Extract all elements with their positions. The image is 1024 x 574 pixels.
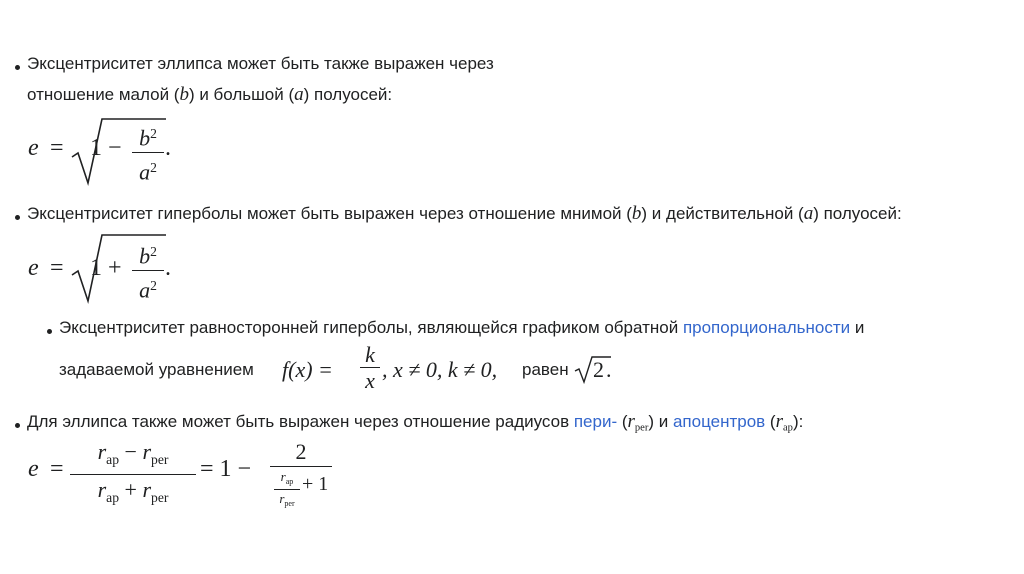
period: . [165,255,171,281]
fraction-two-over-ratio [270,438,332,509]
num-var: b [139,125,151,151]
bullet2-line [27,203,902,225]
text: Для эллипса также может быть выражен через отношение радиусов [27,412,574,431]
fraction [132,239,164,305]
period: . [606,357,612,382]
fraction-denominator [270,466,332,509]
exponent: 2 [150,159,157,175]
text: Эксцентриситет равносторонней гиперболы, являющейся графиком обратной [59,318,683,337]
sqrt-value: 2 [593,357,604,382]
sub-per: per [151,489,169,505]
r: r [97,476,107,502]
text: Эксцентриситет эллипса может быть также выражен через [27,54,494,73]
equals-sign: = [50,456,64,482]
formula-eccentricity-radii [28,438,348,518]
r: r [97,439,107,464]
text: отношение малой ( [27,85,180,104]
text: ) полуосей: [303,85,393,104]
equals-word: равен [522,360,569,379]
text: ) и большой ( [188,85,295,104]
sub-ap: ap [106,451,120,467]
bullet1-line2 [27,84,392,106]
bullet3-line2-text [59,359,254,381]
bullet1-line1 [27,53,494,75]
nested-fraction [274,469,300,512]
bullet4-line [27,411,803,440]
r: r [142,439,151,464]
bullet3-line1 [59,317,864,339]
fraction-numerator [132,239,164,270]
equals-sign: = [50,135,64,161]
function-expr: f(x) = [282,357,333,382]
plus-sign: + [108,255,122,281]
nested-denominator [274,489,300,512]
subscript-ap: ap [783,422,793,434]
var-r: r [775,411,783,432]
fraction-numerator [70,438,196,474]
var-a: a [803,203,814,224]
link-proportionality[interactable]: пропорциональности [682,318,851,337]
formula-lhs: e [28,456,39,482]
period: . [165,135,171,161]
r: r [279,490,285,506]
sub-per: per [284,498,295,508]
one: 1 [90,135,102,161]
plus-one: + 1 [302,473,329,495]
fraction-denominator [132,270,164,306]
var-b: b [179,84,189,105]
formula-ellipse-eccentricity [28,117,188,189]
text: ) и [648,412,673,431]
fraction-numerator: 2 [295,439,307,464]
fraction [132,121,164,187]
link-apocenters[interactable]: апоцентров [672,412,766,431]
r: r [280,469,286,484]
bullet-dot [15,423,20,428]
den-var: a [139,159,151,184]
var-r: r [627,411,635,432]
subscript-per: per [634,422,649,434]
bullet-dot [15,215,20,220]
r: r [142,476,151,502]
text: ( [765,412,776,431]
nested-numerator [274,469,300,489]
condition-expr: , x ≠ 0, k ≠ 0, [382,357,498,382]
minus-sign: − [124,439,137,464]
equals-one-minus: = 1 − [200,456,252,482]
plus-sign: + [124,476,137,502]
text: Эксцентриситет гиперболы может быть выражен через отношение мнимой ( [27,204,632,223]
var-b: b [631,203,642,224]
bullet-dot [15,65,20,70]
fraction-denominator [132,152,164,188]
num-var: b [139,243,151,269]
bullet-dot [47,329,52,334]
fraction-denominator [70,474,196,513]
text: ) и действительной ( [641,204,804,223]
text: задаваемой уравнением [59,360,254,379]
exponent: 2 [150,244,157,259]
link-peri[interactable]: пери- [573,412,618,431]
equals-sign: = [50,255,64,281]
var-a: a [294,84,304,105]
exponent: 2 [150,126,157,141]
formula-lhs: e [28,255,39,281]
fraction-numerator: k [365,342,375,367]
formula-lhs: e [28,135,39,161]
fraction-radii [70,438,196,513]
text: ) полуосей: [813,204,902,223]
exponent: 2 [150,277,157,293]
sub-per: per [151,451,169,467]
fraction-k-over-x [360,342,380,394]
sub-ap: ap [106,489,120,505]
inline-equation [282,342,622,398]
formula-hyperbola-eccentricity [28,233,188,305]
text: ): [792,412,804,431]
text: ( [617,412,628,431]
text: и [850,318,865,337]
minus-sign: − [108,135,122,161]
fraction-numerator [132,121,164,152]
one: 1 [90,255,102,281]
sub-ap: ap [285,476,294,486]
den-var: a [139,277,151,302]
fraction-denominator: x [360,367,380,394]
